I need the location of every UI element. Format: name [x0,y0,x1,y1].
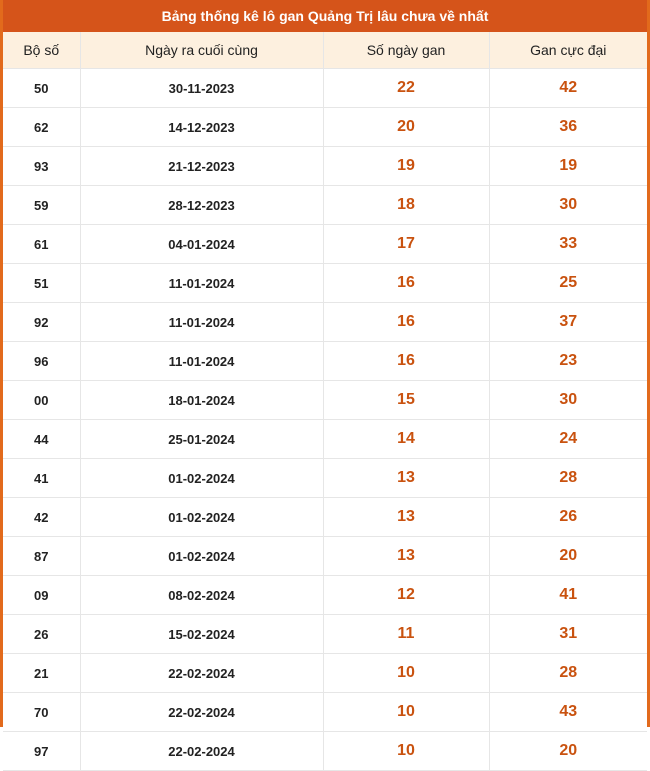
cell-bo-so: 42 [3,498,80,537]
table-row [3,459,647,498]
cell-so-ngay-gan: 18 [323,186,489,225]
cell-so-ngay-gan: 19 [323,147,489,186]
header-gan-cuc-dai: Gan cực đại [489,32,647,69]
table-row [3,186,647,225]
table-row [3,498,647,537]
table-row [3,654,647,693]
cell-gan-cuc-dai: 31 [489,615,647,654]
cell-bo-so: 87 [3,537,80,576]
cell-so-ngay-gan: 13 [323,498,489,537]
cell-bo-so: 50 [3,69,80,108]
cell-ngay-ra: 04-01-2024 [80,225,323,264]
table-row [3,147,647,186]
cell-gan-cuc-dai: 20 [489,732,647,771]
cell-bo-so: 51 [3,264,80,303]
cell-ngay-ra: 18-01-2024 [80,381,323,420]
cell-ngay-ra: 15-02-2024 [80,615,323,654]
cell-so-ngay-gan: 16 [323,303,489,342]
table-row [3,264,647,303]
header-row [3,32,647,69]
cell-gan-cuc-dai: 24 [489,420,647,459]
table-row [3,615,647,654]
cell-bo-so: 59 [3,186,80,225]
cell-bo-so: 61 [3,225,80,264]
cell-gan-cuc-dai: 37 [489,303,647,342]
table-row [3,537,647,576]
cell-bo-so: 92 [3,303,80,342]
cell-bo-so: 62 [3,108,80,147]
table-title: Bảng thống kê lô gan Quảng Trị lâu chưa về nhất [3,0,647,32]
lo-gan-table [3,32,647,771]
cell-gan-cuc-dai: 30 [489,186,647,225]
cell-ngay-ra: 22-02-2024 [80,654,323,693]
cell-ngay-ra: 08-02-2024 [80,576,323,615]
cell-bo-so: 97 [3,732,80,771]
cell-so-ngay-gan: 22 [323,69,489,108]
table-row [3,381,647,420]
cell-gan-cuc-dai: 26 [489,498,647,537]
cell-gan-cuc-dai: 30 [489,381,647,420]
cell-so-ngay-gan: 10 [323,732,489,771]
cell-so-ngay-gan: 10 [323,654,489,693]
cell-ngay-ra: 22-02-2024 [80,693,323,732]
cell-so-ngay-gan: 11 [323,615,489,654]
table-row [3,420,647,459]
cell-bo-so: 93 [3,147,80,186]
cell-so-ngay-gan: 16 [323,264,489,303]
table-row [3,303,647,342]
cell-bo-so: 00 [3,381,80,420]
cell-so-ngay-gan: 17 [323,225,489,264]
cell-gan-cuc-dai: 23 [489,342,647,381]
cell-ngay-ra: 11-01-2024 [80,342,323,381]
cell-so-ngay-gan: 16 [323,342,489,381]
cell-gan-cuc-dai: 28 [489,654,647,693]
table-row [3,225,647,264]
cell-gan-cuc-dai: 43 [489,693,647,732]
table-row [3,342,647,381]
cell-gan-cuc-dai: 33 [489,225,647,264]
table-row [3,108,647,147]
cell-gan-cuc-dai: 42 [489,69,647,108]
cell-gan-cuc-dai: 25 [489,264,647,303]
cell-ngay-ra: 22-02-2024 [80,732,323,771]
header-bo-so: Bộ số [3,32,80,69]
cell-so-ngay-gan: 20 [323,108,489,147]
cell-ngay-ra: 01-02-2024 [80,537,323,576]
cell-ngay-ra: 28-12-2023 [80,186,323,225]
cell-so-ngay-gan: 14 [323,420,489,459]
cell-so-ngay-gan: 13 [323,537,489,576]
table-row [3,732,647,771]
cell-bo-so: 70 [3,693,80,732]
cell-ngay-ra: 01-02-2024 [80,498,323,537]
cell-gan-cuc-dai: 41 [489,576,647,615]
table-row [3,693,647,732]
cell-bo-so: 26 [3,615,80,654]
cell-ngay-ra: 11-01-2024 [80,303,323,342]
cell-ngay-ra: 14-12-2023 [80,108,323,147]
cell-ngay-ra: 01-02-2024 [80,459,323,498]
header-ngay-ra-cuoi-cung: Ngày ra cuối cùng [80,32,323,69]
cell-gan-cuc-dai: 28 [489,459,647,498]
cell-bo-so: 09 [3,576,80,615]
table-body [3,69,647,771]
cell-so-ngay-gan: 10 [323,693,489,732]
cell-bo-so: 41 [3,459,80,498]
table-row [3,576,647,615]
cell-bo-so: 44 [3,420,80,459]
cell-gan-cuc-dai: 36 [489,108,647,147]
cell-so-ngay-gan: 13 [323,459,489,498]
cell-bo-so: 21 [3,654,80,693]
table-row [3,69,647,108]
cell-ngay-ra: 30-11-2023 [80,69,323,108]
cell-gan-cuc-dai: 20 [489,537,647,576]
cell-bo-so: 96 [3,342,80,381]
cell-ngay-ra: 21-12-2023 [80,147,323,186]
header-so-ngay-gan: Số ngày gan [323,32,489,69]
cell-so-ngay-gan: 15 [323,381,489,420]
cell-gan-cuc-dai: 19 [489,147,647,186]
cell-ngay-ra: 11-01-2024 [80,264,323,303]
cell-ngay-ra: 25-01-2024 [80,420,323,459]
cell-so-ngay-gan: 12 [323,576,489,615]
